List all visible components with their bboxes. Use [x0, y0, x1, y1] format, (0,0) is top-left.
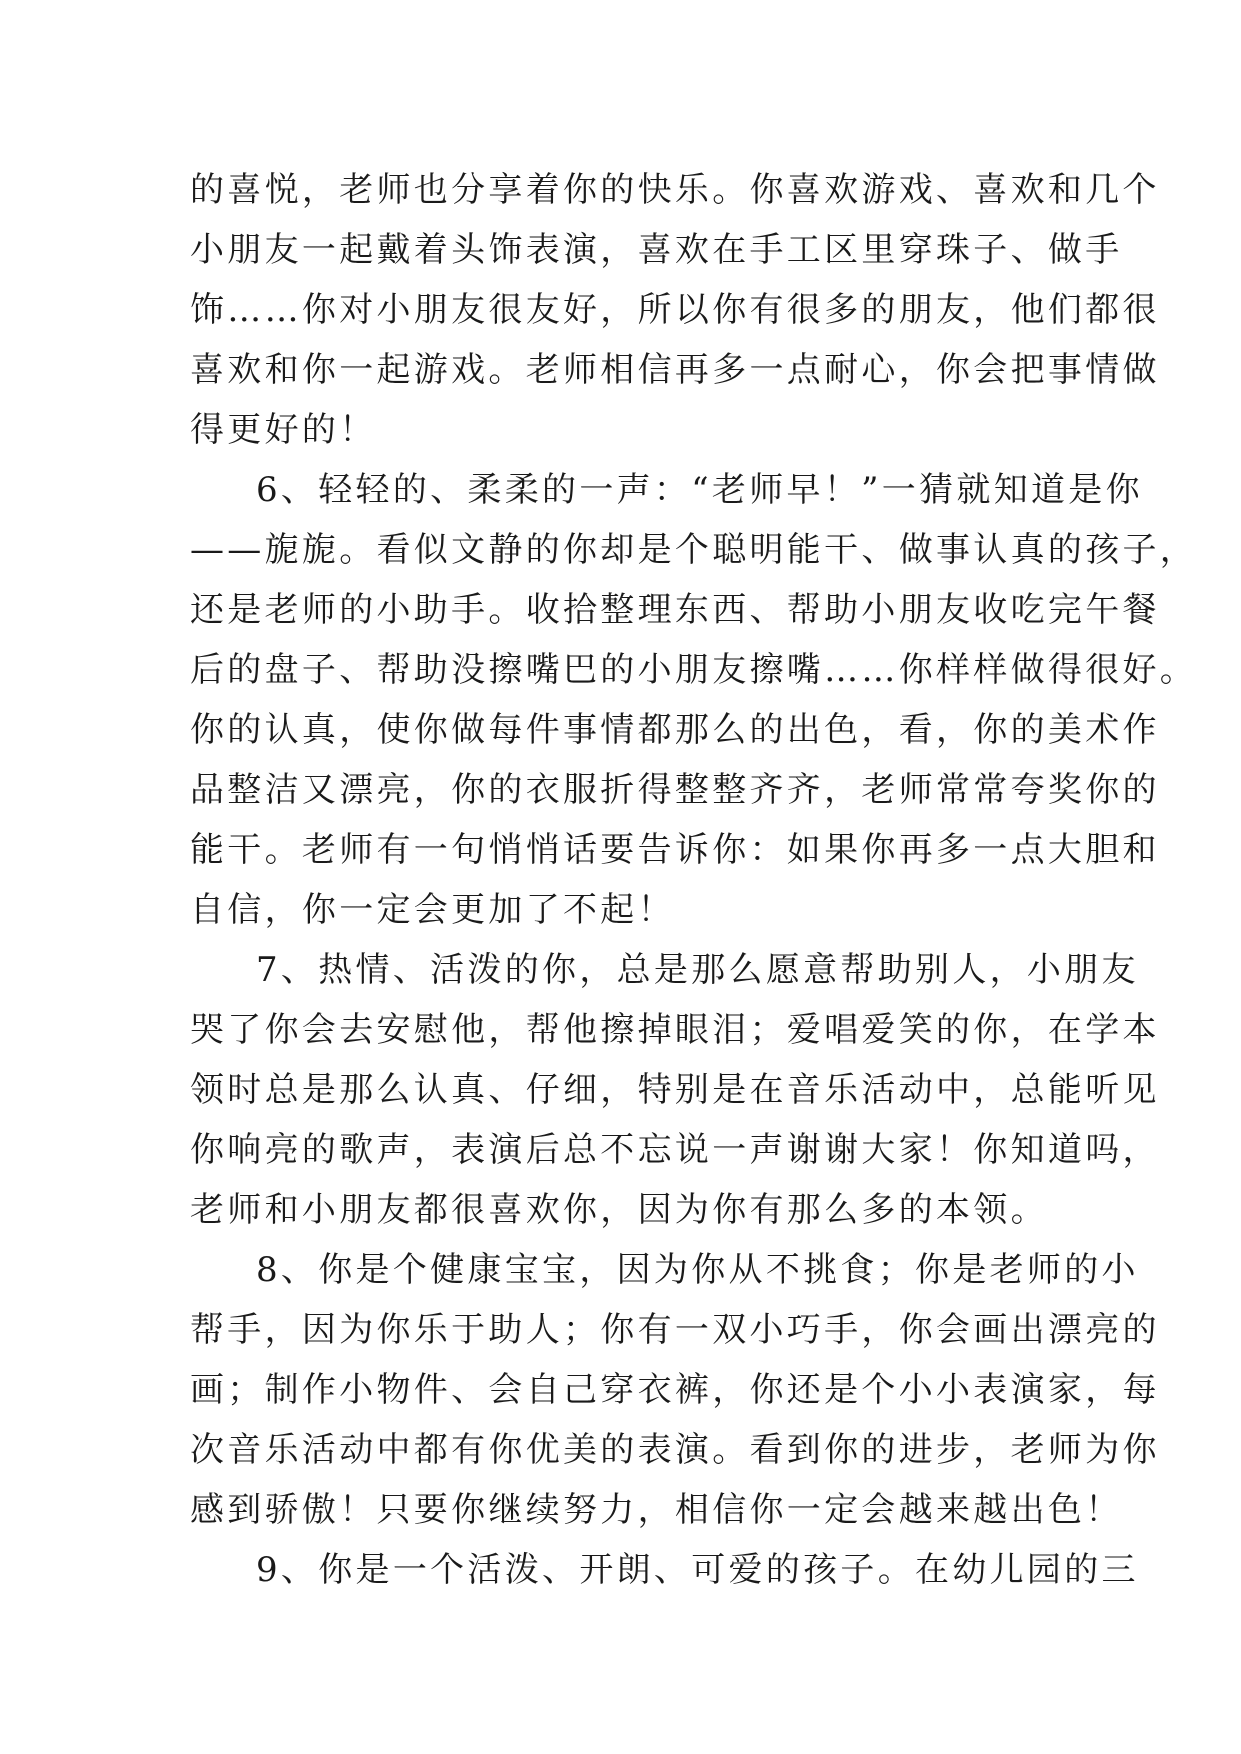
text-line: ——旎旎。看似文静的你却是个聪明能干、做事认真的孩子， [190, 530, 1198, 570]
body-text [190, 160, 1198, 1600]
text-line: 9、你是一个活泼、开朗、可爱的孩子。在幼儿园的三 [256, 1550, 1139, 1590]
text-line: 8、你是个健康宝宝，因为你从不挑食；你是老师的小 [256, 1250, 1139, 1290]
text-line: 你的认真，使你做每件事情都那么的出色，看，你的美术作 [190, 710, 1160, 750]
text-line: 还是老师的小助手。收拾整理东西、帮助小朋友收吃完午餐 [190, 590, 1160, 630]
text-line: 得更好的！ [190, 410, 377, 450]
text-line: 哭了你会去安慰他，帮他擦掉眼泪；爱唱爱笑的你，在学本 [190, 1010, 1160, 1050]
text-line: 帮手，因为你乐于助人；你有一双小巧手，你会画出漂亮的 [190, 1310, 1160, 1350]
text-line: 能干。老师有一句悄悄话要告诉你：如果你再多一点大胆和 [190, 830, 1160, 870]
text-line: 老师和小朋友都很喜欢你，因为你有那么多的本领。 [190, 1190, 1048, 1230]
text-line: 的喜悦，老师也分享着你的快乐。你喜欢游戏、喜欢和几个 [190, 170, 1160, 210]
text-line: 后的盘子、帮助没擦嘴巴的小朋友擦嘴……你样样做得很好。 [190, 650, 1198, 690]
text-line: 画；制作小物件、会自己穿衣裤，你还是个小小表演家，每 [190, 1370, 1160, 1410]
text-line: 6、轻轻的、柔柔的一声：“老师早！”一猜就知道是你 [256, 470, 1143, 510]
text-line: 喜欢和你一起游戏。老师相信再多一点耐心，你会把事情做 [190, 350, 1160, 390]
text-line: 次音乐活动中都有你优美的表演。看到你的进步，老师为你 [190, 1430, 1160, 1470]
text-line: 你响亮的歌声，表演后总不忘说一声谢谢大家！你知道吗， [190, 1130, 1160, 1170]
text-line: 品整洁又漂亮，你的衣服折得整整齐齐，老师常常夸奖你的 [190, 770, 1160, 810]
text-line: 7、热情、活泼的你，总是那么愿意帮助别人，小朋友 [256, 950, 1139, 990]
text-line: 小朋友一起戴着头饰表演，喜欢在手工区里穿珠子、做手 [190, 230, 1123, 270]
text-line: 领时总是那么认真、仔细，特别是在音乐活动中，总能听见 [190, 1070, 1160, 1110]
text-line: 感到骄傲！只要你继续努力，相信你一定会越来越出色！ [190, 1490, 1123, 1530]
text-line: 自信，你一定会更加了不起！ [190, 890, 675, 930]
text-line: 饰……你对小朋友很友好，所以你有很多的朋友，他们都很 [190, 290, 1160, 330]
